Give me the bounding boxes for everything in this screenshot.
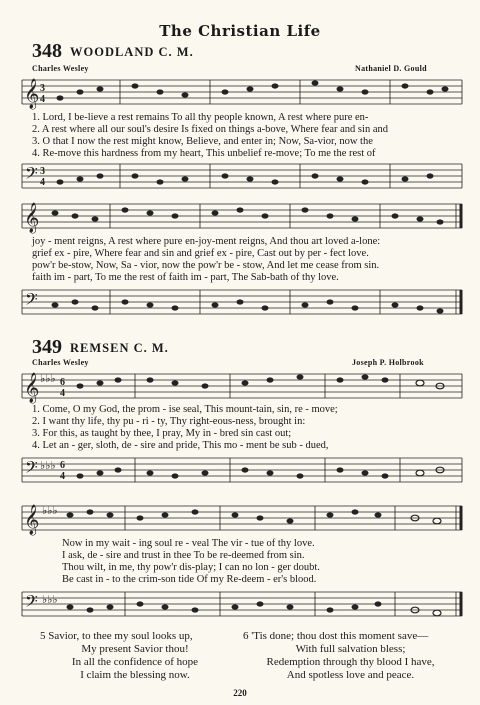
hymn-number-348: 348 bbox=[32, 40, 62, 62]
hymn-348-bass-staff-1 bbox=[0, 158, 480, 194]
composer-348: Nathaniel D. Gould bbox=[355, 64, 427, 73]
verse-line: 4. Re-move this hardness from my heart, This unbelief re-move; To me the rest of bbox=[32, 148, 376, 159]
hymn-349-verses-part1 bbox=[32, 404, 338, 452]
hymn-349-bass-staff-2 bbox=[0, 586, 480, 622]
verse-line: 3. For this, as taught by thee, I pray, My in - bred sin cast out; bbox=[32, 428, 292, 439]
stanza-line: In all the confidence of hope bbox=[71, 656, 199, 668]
text-author-348: Charles Wesley bbox=[32, 64, 89, 73]
verse-line: joy - ment reigns, A rest where pure en-joy-ment reigns, And thou art loved a-lone: bbox=[32, 236, 381, 247]
svg-text:♭♭♭: ♭♭♭ bbox=[42, 505, 58, 517]
svg-text:𝄞: 𝄞 bbox=[24, 373, 40, 402]
verse-line: Be cast in - to the crim-son tide Of my Re-deem - er's blood. bbox=[62, 574, 317, 585]
hymn-349-verses-part2 bbox=[62, 538, 320, 586]
verse-line: I ask, de - sire and trust in thee To be re-deemed from sin. bbox=[62, 550, 305, 561]
svg-text:♭♭♭: ♭♭♭ bbox=[40, 373, 56, 385]
verse-line: 1. Lord, I be-lieve a rest remains To all thy people known, A rest where pure en- bbox=[32, 112, 369, 123]
hymn-number-349: 349 bbox=[32, 336, 62, 358]
hymn-349-treble-staff-2 bbox=[0, 498, 480, 536]
verse-line: faith im - part, To me the rest of faith im - part, The Sab-bath of thy love. bbox=[32, 272, 339, 283]
svg-text:3: 3 bbox=[40, 83, 45, 94]
hymn-348-treble-staff-1 bbox=[0, 72, 480, 112]
hymn-tune-349: REMSEN C. M. bbox=[70, 341, 169, 355]
verse-line: 2. I want thy life, thy pu - ri - ty, Thy right-eous-ness, brought in: bbox=[32, 416, 306, 427]
svg-text:6: 6 bbox=[60, 377, 65, 388]
svg-text:♭♭♭: ♭♭♭ bbox=[40, 460, 56, 472]
svg-text:𝄞: 𝄞 bbox=[24, 79, 40, 109]
page-number: 220 bbox=[233, 688, 247, 698]
hymn-348-bass-staff-2 bbox=[0, 284, 480, 320]
composer-349: Joseph P. Holbrook bbox=[352, 358, 424, 367]
hymn-348-verses-part2 bbox=[32, 236, 380, 284]
verse-line: 1. Come, O my God, the prom - ise seal, This mount-tain, sin, re - move; bbox=[32, 404, 338, 415]
svg-text:𝄢: 𝄢 bbox=[25, 459, 38, 481]
verse-line: grief ex - pire, Where fear and sin and grief ex - pire, Cast out by per - fect love. bbox=[32, 248, 369, 259]
svg-text:𝄢: 𝄢 bbox=[25, 291, 38, 313]
stanza-6 bbox=[243, 630, 458, 682]
verse-line: 4. Let an - ger, sloth, de - sire and pride, This mo - ment be sub - dued, bbox=[32, 440, 329, 451]
svg-text:3: 3 bbox=[40, 166, 45, 177]
running-head: The Christian Life bbox=[159, 22, 321, 40]
verse-line: Thou wilt, in me, thy pow'r dis-play; I can no lon - ger doubt. bbox=[62, 562, 320, 573]
verse-line: 3. O that I now the rest might know, Believe, and enter in; Now, Sa-vior, now the bbox=[32, 136, 373, 147]
svg-text:𝄢: 𝄢 bbox=[25, 165, 38, 187]
stanza-line: 5 Savior, to thee my soul looks up, bbox=[40, 630, 193, 642]
stanza-5 bbox=[40, 630, 230, 682]
svg-text:𝄢: 𝄢 bbox=[25, 593, 38, 615]
text-author-349: Charles Wesley bbox=[32, 358, 89, 367]
svg-text:4: 4 bbox=[60, 471, 65, 482]
svg-text:𝄞: 𝄞 bbox=[24, 203, 40, 232]
verse-line: Now in my wait - ing soul re - veal The vir - tue of thy love. bbox=[62, 538, 315, 549]
stanza-line: I claim the blessing now. bbox=[80, 669, 190, 681]
verse-line: 2. A rest where all our soul's desire Is fixed on things a-bove, Where fear and sin and bbox=[32, 124, 388, 135]
svg-text:4: 4 bbox=[40, 94, 45, 105]
hymn-tune-348: WOODLAND C. M. bbox=[70, 45, 194, 59]
svg-text:4: 4 bbox=[40, 177, 45, 188]
svg-text:♭♭♭: ♭♭♭ bbox=[42, 594, 58, 606]
hymn-348-treble-staff-2 bbox=[0, 196, 480, 234]
hymn-349-bass-staff-1 bbox=[0, 452, 480, 488]
svg-text:4: 4 bbox=[60, 388, 65, 399]
hymn-348-verses-part1 bbox=[32, 112, 388, 160]
stanza-line: 6 'Tis done; thou dost this moment save— bbox=[243, 630, 429, 642]
stanza-line: My present Savior thou! bbox=[81, 643, 189, 655]
verse-line: pow'r be-stow, Now, Sa - vior, now the pow'r be - stow, And let me cease from sin. bbox=[32, 260, 380, 271]
svg-text:6: 6 bbox=[60, 460, 65, 471]
stanza-line: Redemption through thy blood I have, bbox=[266, 656, 435, 668]
stanza-line: With full salvation bless; bbox=[295, 643, 406, 655]
hymn-349-treble-staff-1 bbox=[0, 366, 480, 404]
stanza-line: And spotless love and peace. bbox=[286, 669, 415, 681]
svg-text:𝄞: 𝄞 bbox=[24, 505, 40, 534]
